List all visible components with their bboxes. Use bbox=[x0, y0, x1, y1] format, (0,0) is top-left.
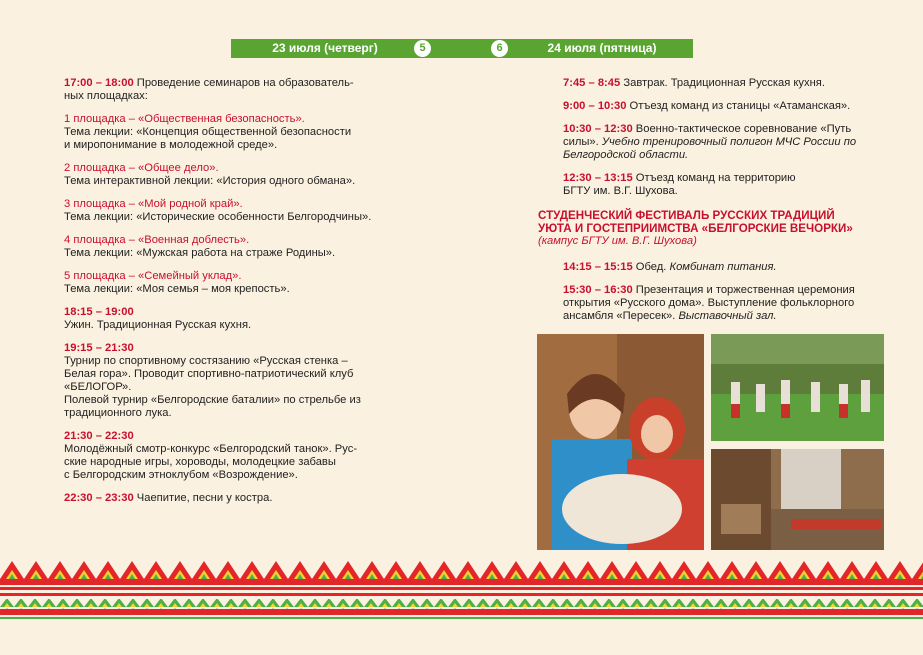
time-label: 12:30 – 13:15 bbox=[563, 172, 633, 184]
schedule-entry: 14:15 – 15:15 Обед. Комбинат питания. bbox=[563, 261, 777, 273]
photo-izba-interior bbox=[711, 449, 884, 550]
schedule-entry: 21:30 – 22:30 Молодёжный смотр-конкурс «Белгородский танок». Рус- ские народные игры, хороводы, молодецкие забавы с Белгородским этноклубом «Возрождение». bbox=[64, 430, 358, 481]
left-schedule-column bbox=[64, 77, 394, 515]
schedule-entry: 7:45 – 8:45 Завтрак. Традиционная Русская кухня. bbox=[563, 77, 825, 89]
photo-folk-dance bbox=[711, 334, 884, 441]
schedule-entry: 10:30 – 12:30 Военно-тактическое соревнование «Путь силы». Учебно тренировочный полигон МЧС России по Белгородской области. bbox=[563, 123, 857, 161]
time-label: 7:45 – 8:45 bbox=[563, 77, 621, 89]
photo-folk-dance-illustration bbox=[711, 334, 884, 441]
time-label: 10:30 – 12:30 bbox=[563, 123, 633, 135]
time-label: 18:15 – 19:00 bbox=[64, 306, 134, 318]
right-schedule-column-lower bbox=[563, 261, 885, 333]
venue-5: 5 площадка – «Семейный уклад». Тема лекции: «Моя семья – моя крепость». bbox=[64, 270, 290, 295]
venue-2: 2 площадка – «Общее дело». Тема интерактивной лекции: «История одного обмана». bbox=[64, 162, 356, 187]
date-header-bar bbox=[231, 39, 693, 58]
schedule-entry: 12:30 – 13:15 Отъезд команд на территорию БГТУ им. В.Г. Шухова. bbox=[563, 172, 796, 197]
page-number-6: 6 bbox=[491, 40, 508, 57]
festival-subtitle: (кампус БГТУ им. В.Г. Шухова) bbox=[538, 235, 697, 247]
festival-heading bbox=[538, 210, 888, 248]
photo-izba-illustration bbox=[711, 449, 884, 550]
page-number-5: 5 bbox=[414, 40, 431, 57]
photo-embroidery-illustration bbox=[537, 334, 704, 550]
schedule-entry: 9:00 – 10:30 Отъезд команд из станицы «Атаманская». bbox=[563, 100, 851, 112]
venue-4: 4 площадка – «Военная доблесть». Тема лекции: «Мужская работа на страже Родины». bbox=[64, 234, 336, 259]
left-date-title: 23 июля (четверг) bbox=[272, 41, 378, 55]
venue-3: 3 площадка – «Мой родной край». Тема лекции: «Исторические особенности Белгородчины». bbox=[64, 198, 372, 223]
time-label: 19:15 – 21:30 bbox=[64, 342, 134, 354]
photo-embroidery-women bbox=[537, 334, 704, 550]
time-label: 22:30 – 23:30 bbox=[64, 492, 134, 504]
schedule-entry: 15:30 – 16:30 Презентация и торжественная церемония открытия «Русского дома». Выступление фольклорного ансамбля «Пересек». Выставочный зал. bbox=[563, 284, 855, 322]
time-label: 15:30 – 16:30 bbox=[563, 284, 633, 296]
schedule-entry: 22:30 – 23:30 Чаепитие, песни у костра. bbox=[64, 492, 273, 504]
time-label: 21:30 – 22:30 bbox=[64, 430, 134, 442]
time-label: 9:00 – 10:30 bbox=[563, 100, 627, 112]
time-label: 17:00 – 18:00 bbox=[64, 77, 134, 89]
venue-1: 1 площадка – «Общественная безопасность». Тема лекции: «Концепция общественной безопасности и миропонимание в молодежной среде». bbox=[64, 113, 352, 151]
time-label: 14:15 – 15:15 bbox=[563, 261, 633, 273]
right-schedule-column bbox=[563, 77, 885, 208]
schedule-entry: 19:15 – 21:30 Турнир по спортивному состязанию «Русская стенка – Белая гора». Проводит спортивно-патриотический клуб «БЕЛОГОР». Полевой турнир «Белгородские баталии» по стрельбе из традиционного лука. bbox=[64, 342, 361, 419]
schedule-entry: 17:00 – 18:00 Проведение семинаров на образователь- ных площадках: bbox=[64, 77, 354, 102]
schedule-entry: 18:15 – 19:00 Ужин. Традиционная Русская кухня. bbox=[64, 306, 252, 331]
folk-ornament-border bbox=[0, 557, 923, 623]
right-date-title: 24 июля (пятница) bbox=[547, 41, 657, 55]
festival-title: СТУДЕНЧЕСКИЙ ФЕСТИВАЛЬ РУССКИХ ТРАДИЦИЙ УЮТА И ГОСТЕПРИИМСТВА «БЕЛГОРСКИЕ ВЕЧОРКИ» bbox=[538, 209, 853, 235]
